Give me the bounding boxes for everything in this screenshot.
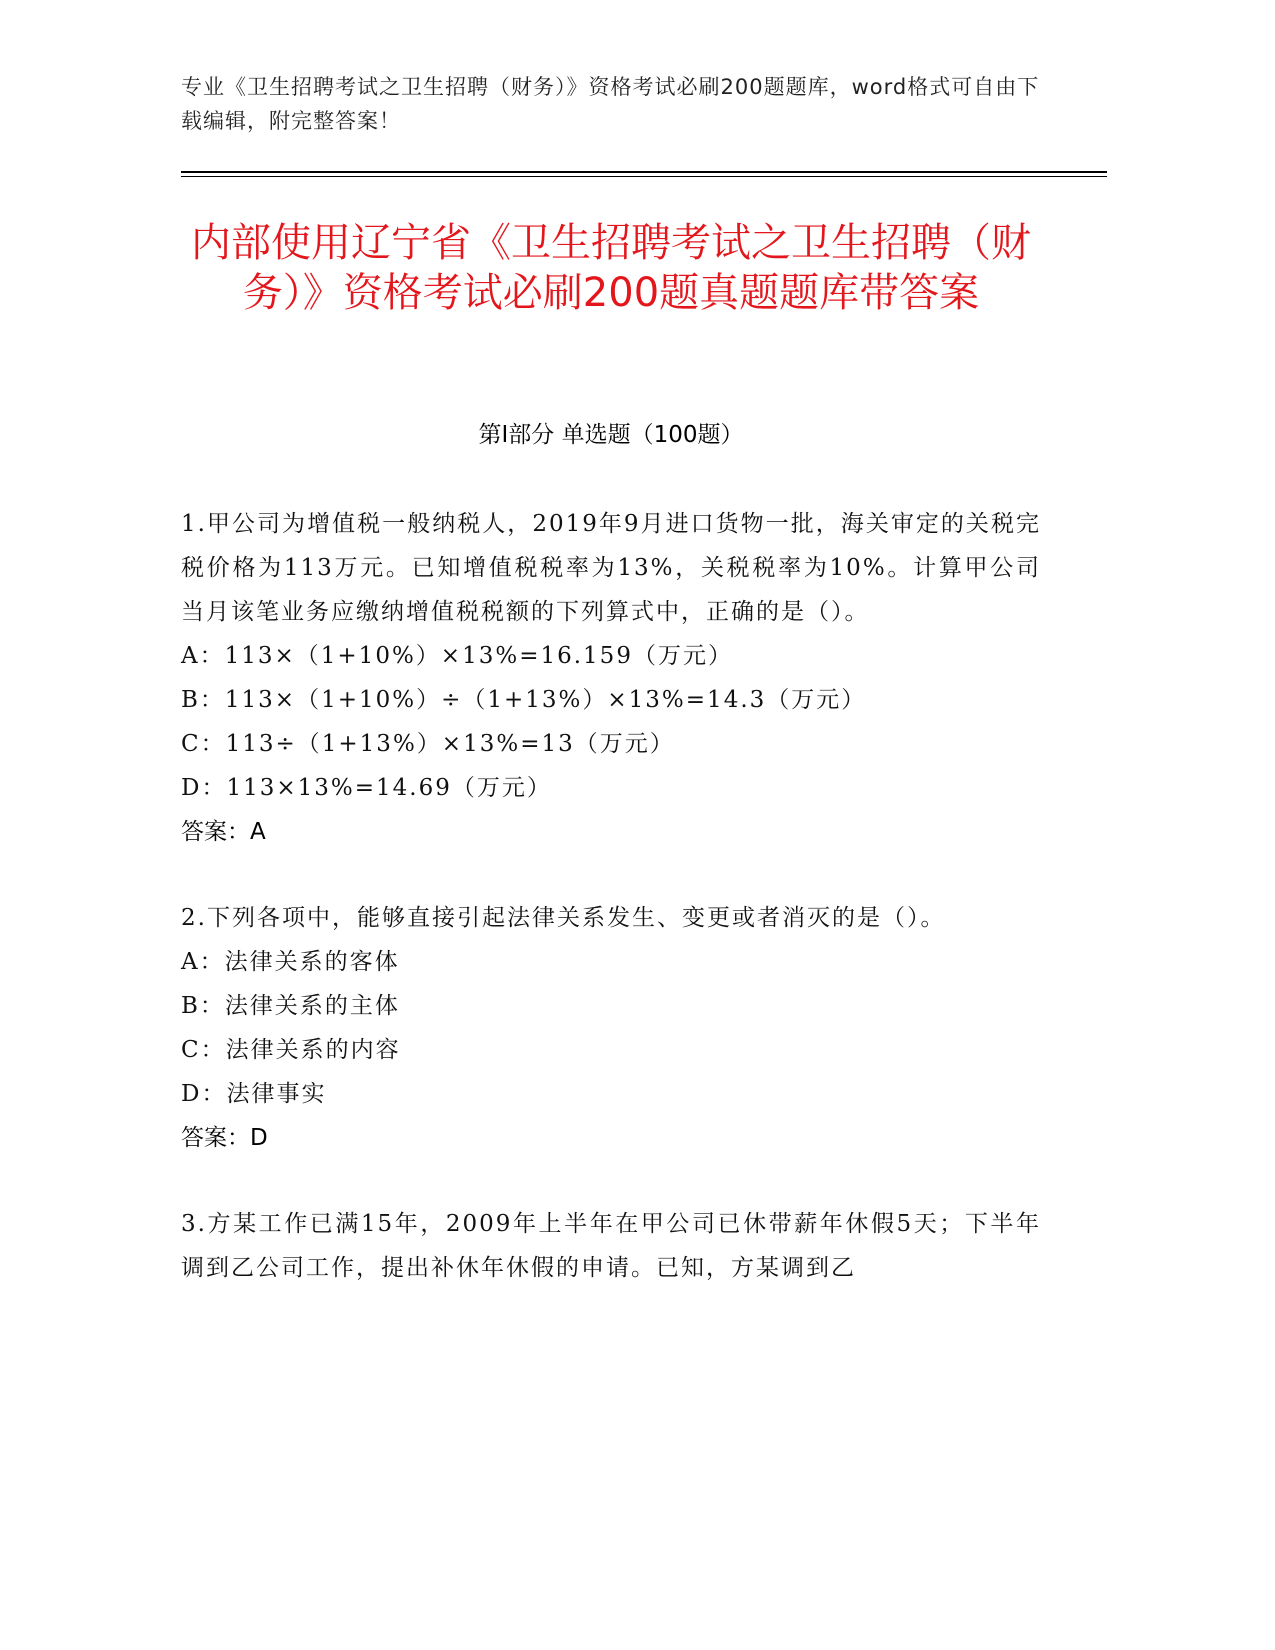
option-c: C：法律关系的内容 bbox=[181, 1037, 401, 1063]
option-d: D：113×13%=14.69（万元） bbox=[181, 775, 552, 801]
answer: 答案：A bbox=[181, 819, 266, 845]
option-a: A：法律关系的客体 bbox=[181, 949, 400, 975]
question-3 bbox=[181, 1202, 1041, 1290]
answer: 答案：D bbox=[181, 1125, 268, 1151]
question-2 bbox=[181, 896, 1041, 1160]
question-list bbox=[181, 502, 1041, 1332]
question-stem: 2.下列各项中，能够直接引起法律关系发生、变更或者消灭的是（）。 bbox=[181, 905, 946, 931]
option-c: C：113÷（1+13%）×13%=13（万元） bbox=[181, 731, 675, 757]
option-a: A：113×（1+10%）×13%=16.159（万元） bbox=[181, 643, 733, 669]
document-title: 内部使用辽宁省《卫生招聘考试之卫生招聘（财务）》资格考试必刷200题真题题库带答案 bbox=[191, 220, 1031, 316]
section-title: 第Ⅰ部分 单选题（100题） bbox=[478, 422, 744, 448]
option-b: B：法律关系的主体 bbox=[181, 993, 400, 1019]
question-1 bbox=[181, 502, 1041, 854]
question-stem: 3.方某工作已满15年，2009年上半年在甲公司已休带薪年休假5天；下半年调到乙公司工作，提出补休年休假的申请。已知，方某调到乙 bbox=[181, 1211, 1041, 1281]
option-b: B：113×（1+10%）÷（1+13%）×13%=14.3（万元） bbox=[181, 687, 867, 713]
header-rule-thin bbox=[181, 176, 1107, 177]
question-stem: 1.甲公司为增值税一般纳税人，2019年9月进口货物一批，海关审定的关税完税价格为113万元。已知增值税税率为13%，关税税率为10%。计算甲公司当月该笔业务应缴纳增值税税额的下列算式中，正确的是（）。 bbox=[181, 511, 1041, 625]
option-d: D：法律事实 bbox=[181, 1081, 327, 1107]
header-note: 专业《卫生招聘考试之卫生招聘（财务）》资格考试必刷200题题库，word格式可自由下载编辑，附完整答案！ bbox=[181, 75, 1040, 133]
header-rule-thick bbox=[181, 171, 1107, 173]
